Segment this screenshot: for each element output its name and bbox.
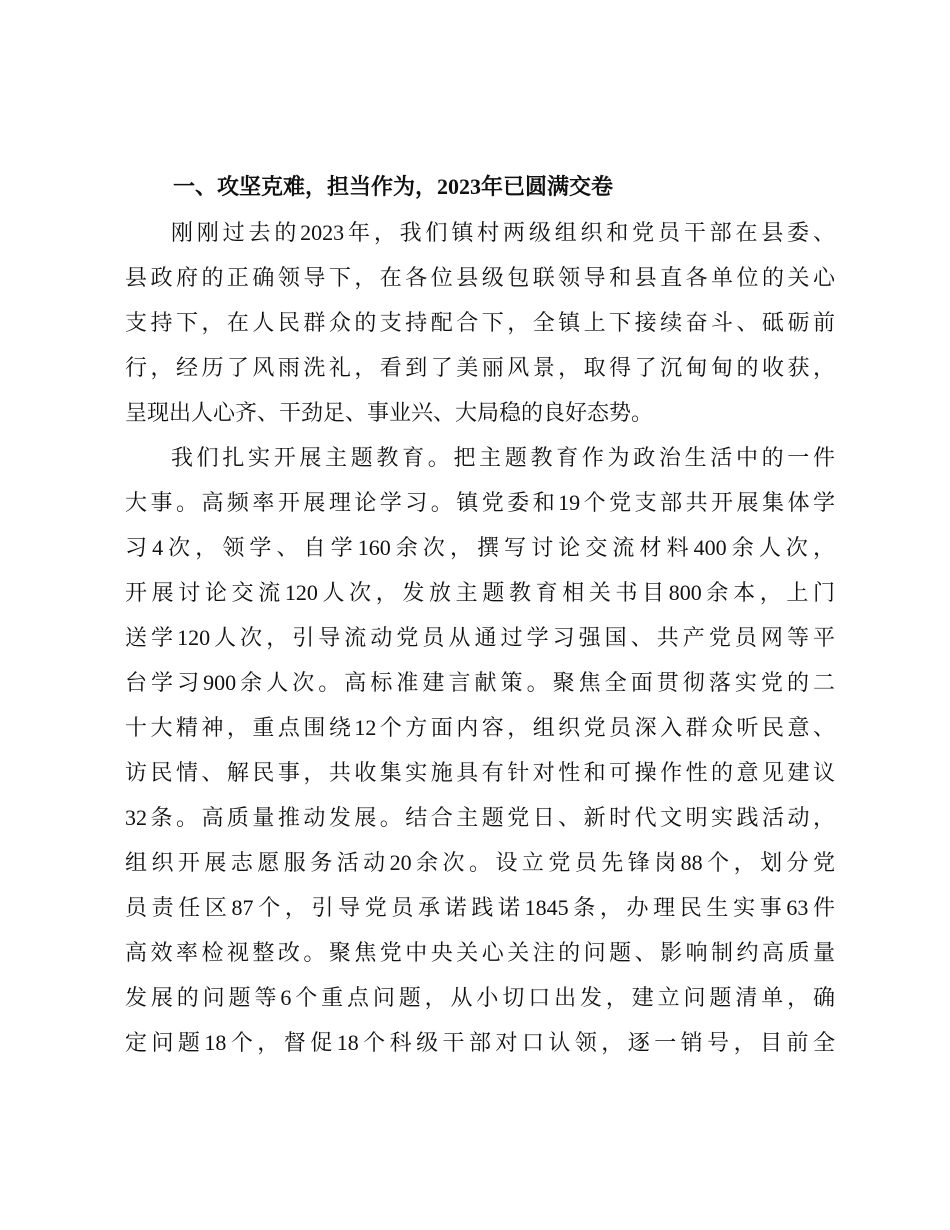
paragraph-2 — [125, 435, 835, 1065]
text-line: 台学习900余人次。高标准建言献策。聚焦全面贯彻落实党的二 — [125, 670, 835, 695]
document-body — [125, 210, 835, 1065]
section-heading: 一、攻坚克难，担当作为，2023年已圆满交卷 — [173, 174, 614, 199]
text-line: 大事。高频率开展理论学习。镇党委和19个党支部共开展集体学 — [125, 490, 835, 515]
text-line: 呈现出人心齐、干劲足、事业兴、大局稳的良好态势。 — [125, 400, 654, 425]
text-line: 访民情、解民事，共收集实施具有针对性和可操作性的意见建议 — [125, 760, 835, 785]
text-line: 定问题18个，督促18个科级干部对口认领，逐一销号，目前全 — [125, 1030, 835, 1055]
text-line: 支持下，在人民群众的支持配合下，全镇上下接续奋斗、砥砺前 — [125, 310, 835, 335]
text-line: 开展讨论交流120人次，发放主题教育相关书目800余本，上门 — [125, 580, 835, 605]
text-line: 送学120人次，引导流动党员从通过学习强国、共产党员网等平 — [125, 625, 835, 650]
text-line: 刚刚过去的2023年，我们镇村两级组织和党员干部在县委、 — [171, 220, 835, 245]
text-line: 32条。高质量推动发展。结合主题党日、新时代文明实践活动， — [125, 805, 835, 830]
paragraph-1 — [125, 210, 835, 435]
text-line: 十大精神，重点围绕12个方面内容，组织党员深入群众听民意、 — [125, 715, 835, 740]
text-line: 县政府的正确领导下，在各位县级包联领导和县直各单位的关心 — [125, 265, 835, 290]
text-line: 习4次，领学、自学160余次，撰写讨论交流材料400余人次， — [125, 535, 835, 560]
text-line: 组织开展志愿服务活动20余次。设立党员先锋岗88个，划分党 — [125, 850, 835, 875]
text-line: 我们扎实开展主题教育。把主题教育作为政治生活中的一件 — [171, 445, 835, 470]
text-line: 发展的问题等6个重点问题，从小切口出发，建立问题清单，确 — [125, 985, 835, 1010]
text-line: 行，经历了风雨洗礼，看到了美丽风景，取得了沉甸甸的收获， — [125, 355, 835, 380]
text-line: 员责任区87个，引导党员承诺践诺1845条，办理民生实事63件 — [125, 895, 835, 920]
text-line: 高效率检视整改。聚焦党中央关心关注的问题、影响制约高质量 — [125, 940, 835, 965]
